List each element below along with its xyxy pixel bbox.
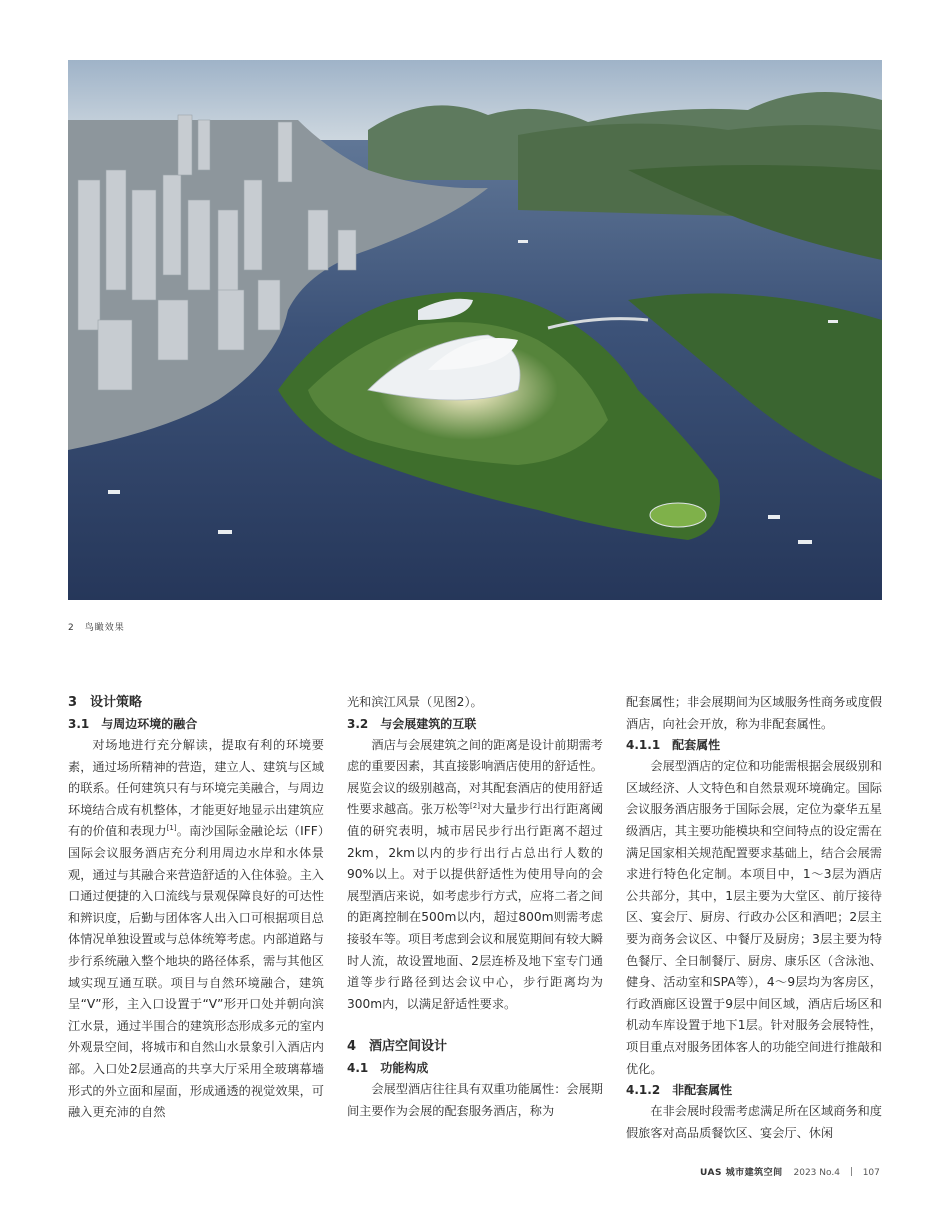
paragraph [68, 735, 324, 1124]
paragraph-text: 对大量步行出行距离阈值的研究表明，城市居民步行出行距离不超过2km，2km以内的步行出行占总出行人数的90%以上。对于以提供舒适性为使用导向的会展型酒店来说，如考虑步行方式，应将二者之间的距离控制在500m以内，超过800m则需考虑接驳车等。项目考虑到会议和展览期间有较大瞬时人流，故设置地面、2层连桥及地下室专门通道等步行路径到达会议中心，步行距离均为300m内，以满足舒适性要求。 [347, 802, 604, 1011]
subsection-heading-3-2: 3.2 与会展建筑的互联 [347, 716, 477, 731]
caption-text: 鸟瞰效果 [84, 623, 125, 633]
text-column-1 [68, 692, 324, 1124]
paragraph-text: 酒店与会展建筑之间的距离是设计前期需考虑的重要因素，其直接影响酒店使用的舒适性。展览会议的级别越高，对其配套酒店的使用舒适性要求越高。张万松等 [347, 737, 603, 817]
subsection-heading-4-1-1: 4.1.1 配套属性 [626, 738, 721, 753]
paragraph: 会展型酒店的定位和功能需根据会展级别和区域经济、人文特色和自然景观环境确定。国际会议服务酒店服务于国际会展，定位为豪华五星级酒店，其主要功能模块和空间特点的设定需在满足国家相关规范配置要求基础上，结合会展需求进行特色化定制。本项目中，1～3层为酒店公共部分，其中，1层主要为大堂区、前厅接待区、宴会厅、厨房、行政办公区和酒吧；2层主要为商务会议区、中餐厅及厨房；3层主要为特色餐厅、全日制餐厅、厨房、康乐区（含泳池、健身、活动室和SPA等），4～9层均为客房区，行政酒廊区设置于9层中间区域，酒店后场区和机动车库设置于地下1层。针对服务会展特性，项目重点对服务团体客人的功能空间进行推敲和优化。 [626, 759, 882, 1076]
section-heading-3: 3 设计策略 [68, 695, 143, 710]
citation-ref: [1] [166, 824, 177, 833]
text-column-2 [347, 692, 603, 1123]
figure-caption [68, 620, 125, 633]
journal-logo: UAS 城市建筑空间 [700, 1168, 783, 1178]
paragraph-text: 对场地进行充分解读，提取有利的环境要素，通过场所精神的营造，建立人、建筑与区域的联系。任何建筑只有与环境完美融合，与周边环境结合成有机整体，才能更好地显示出建筑应有的价值和表现力 [68, 738, 324, 839]
paragraph-text: 。南沙国际金融论坛（IFF）国际会议服务酒店充分利用周边水岸和水体景观，通过与其融合来营造舒适的入住体验。主入口通过便捷的入口流线与景观保障良好的可达性和辨识度，后勤与团体客人出入口可根据项目总体情况单独设置或与总体统筹考虑。内部道路与步行系统融入整个地块的路径体系，需与其他区域实现互通互联。项目与自然环境融合，建筑呈“V”形，主入口设置于“V”形开口处并朝向滨江水景，通过半围合的建筑形态形成多元的室内外观景空间，将城市和自然山水景象引入酒店内部。入口处2层通高的共享大厅采用全玻璃幕墙形式的外立面和屋面，形成通透的视觉效果，可融入更充沛的自然 [68, 824, 325, 1120]
subsection-heading-4-1: 4.1 功能构成 [347, 1061, 429, 1076]
section-heading-4: 4 酒店空间设计 [347, 1039, 448, 1055]
paragraph [347, 735, 603, 1016]
caption-number: 2 [68, 623, 75, 633]
page-footer [700, 1165, 880, 1178]
page-number: 107 [862, 1168, 880, 1178]
aerial-rendering-image [68, 60, 882, 600]
paragraph: 会展型酒店往往具有双重功能属性：会展期间主要作为会展的配套服务酒店，称为 [347, 1082, 603, 1118]
issue-label: 2023 No.4 [793, 1168, 840, 1178]
paragraph: 配套属性；非会展期间为区域服务性商务或度假酒店，向社会开放，称为非配套属性。 [626, 695, 882, 731]
citation-ref: [2] [470, 802, 480, 811]
footer-divider [851, 1167, 852, 1176]
paragraph: 在非会展时段需考虑满足所在区域商务和度假旅客对高品质餐饮区、宴会厅、休闲 [626, 1104, 882, 1140]
subsection-heading-4-1-2: 4.1.2 非配套属性 [626, 1083, 733, 1098]
subsection-heading-3-1: 3.1 与周边环境的融合 [68, 717, 198, 731]
paragraph: 光和滨江风景（见图2）。 [347, 695, 483, 709]
aerial-rendering-figure [68, 60, 882, 600]
text-column-3 [626, 692, 882, 1144]
